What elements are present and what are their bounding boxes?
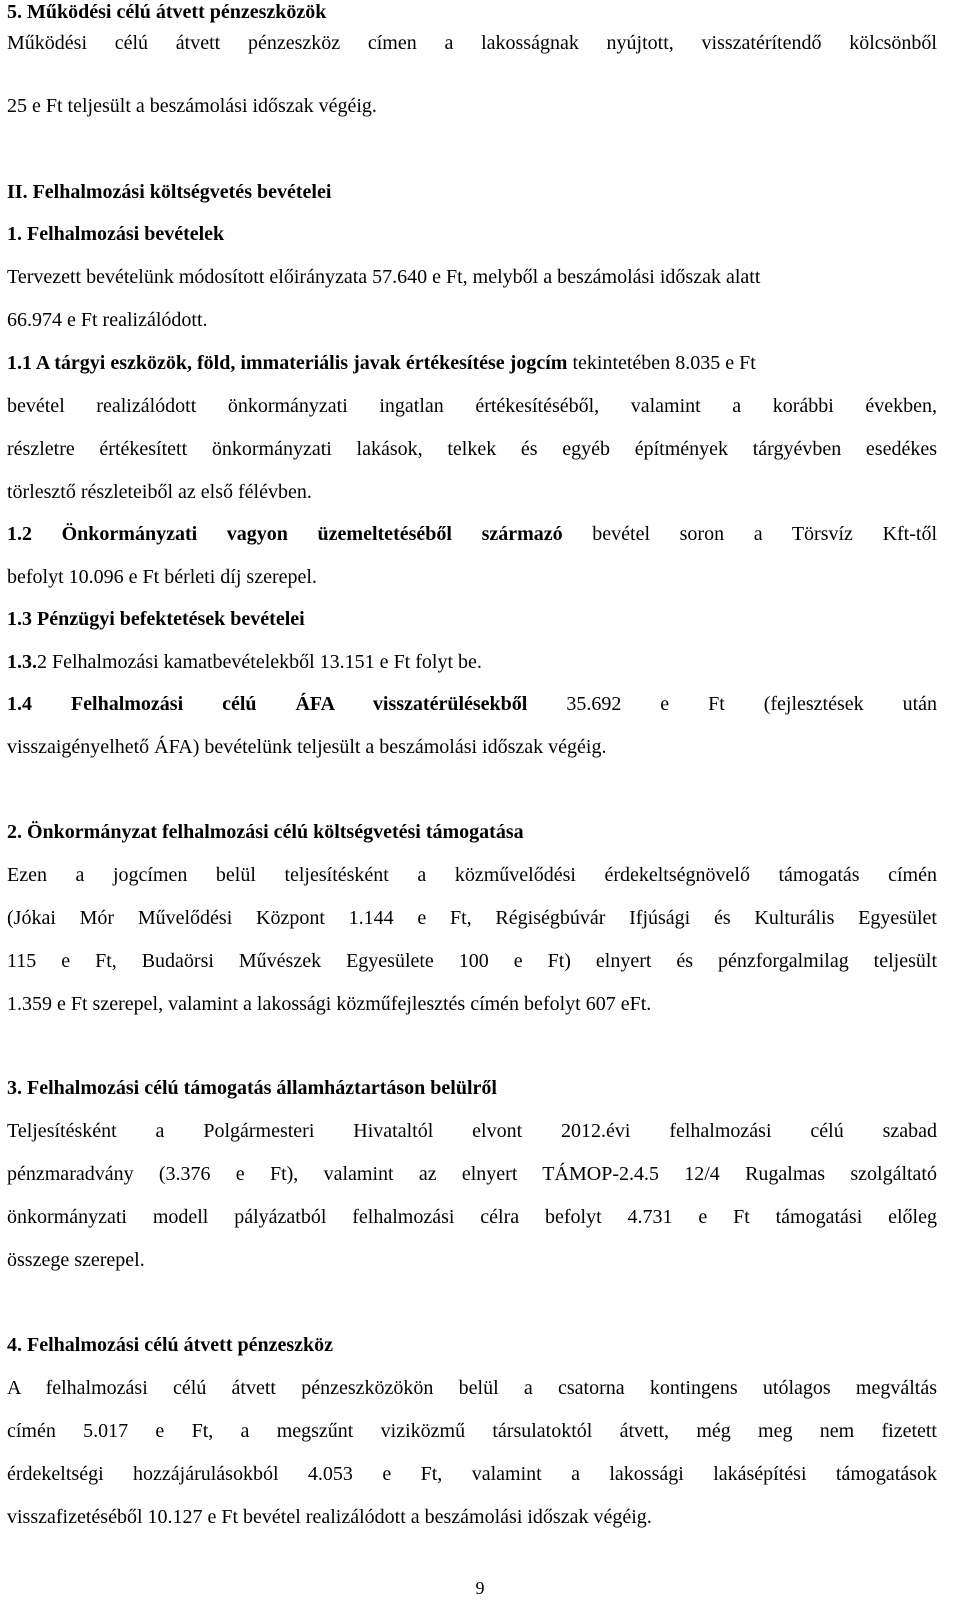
item-text: 2 Felhalmozási kamatbevételekből 13.151 e Ft folyt be. <box>37 651 482 673</box>
paragraph-line: Ezen a jogcímen belül teljesítésként a közművelődési érdekeltségnövelő támogatás címén <box>7 864 937 886</box>
item-text: tekintetében 8.035 e Ft <box>572 352 756 374</box>
paragraph-line <box>7 650 937 674</box>
item-title: 1.3 Pénzügyi befektetések bevételei <box>7 608 305 630</box>
section-heading: II. Felhalmozási költségvetés bevételei <box>7 181 332 203</box>
paragraph-line: Működési célú átvett pénzeszköz címen a lakosságnak nyújtott, visszatérítendő kölcsönből <box>7 32 937 54</box>
item-title: 1.2 Önkormányzati vagyon üzemeltetéséből származó <box>7 523 563 545</box>
paragraph-line <box>7 522 937 546</box>
paragraph-line: bevétel realizálódott önkormányzati ingatlan értékesítéséből, valamint a korábbi években, <box>7 395 937 417</box>
paragraph-line: 115 e Ft, Budaörsi Művészek Egyesülete 100 e Ft) elnyert és pénzforgalmilag teljesült <box>7 950 937 972</box>
item-text: 35.692 e Ft (fejlesztések után <box>566 693 938 715</box>
subsection-heading: 1. Felhalmozási bevételek <box>7 223 225 245</box>
paragraph-line: visszaigényelhető ÁFA) bevételünk teljesült a beszámolási időszak végéig. <box>7 736 607 758</box>
item-number: 1. <box>7 352 22 374</box>
section-heading: 5. Működési célú átvett pénzeszközök <box>7 1 327 23</box>
paragraph-line <box>7 351 937 375</box>
paragraph-line: 66.974 e Ft realizálódott. <box>7 309 208 331</box>
paragraph-line: címén 5.017 e Ft, a megszűnt viziközmű társulatoktól átvett, még meg nem fizetett <box>7 1420 937 1442</box>
item-text: bevétel soron a Törsvíz Kft-től <box>592 523 937 545</box>
item-number: 1.3. <box>7 651 37 673</box>
paragraph-line: visszafizetéséből 10.127 e Ft bevétel realizálódott a beszámolási időszak végéig. <box>7 1506 652 1528</box>
paragraph-line: 1.359 e Ft szerepel, valamint a lakossági közműfejlesztés címén befolyt 607 eFt. <box>7 993 652 1015</box>
section-heading: 4. Felhalmozási célú átvett pénzeszköz <box>7 1334 334 1356</box>
paragraph-line: Tervezett bevételünk módosított előirányzata 57.640 e Ft, melyből a beszámolási időszak alatt <box>7 266 761 288</box>
paragraph-line: érdekeltségi hozzájárulásokból 4.053 e Ft, valamint a lakossági lakásépítési támogatások <box>7 1463 937 1485</box>
paragraph-line: A felhalmozási célú átvett pénzeszközökön belül a csatorna kontingens utólagos megváltás <box>7 1377 937 1399</box>
paragraph-line: Teljesítésként a Polgármesteri Hivataltól elvont 2012.évi felhalmozási célú szabad <box>7 1120 937 1142</box>
paragraph-line: 25 e Ft teljesült a beszámolási időszak végéig. <box>7 95 377 117</box>
paragraph-line <box>7 692 937 716</box>
section-heading: 2. Önkormányzat felhalmozási célú költségvetési támogatása <box>7 821 524 843</box>
item-title: 1 A tárgyi eszközök, föld, immateriális javak értékesítése jogcím <box>22 352 568 374</box>
paragraph-line: összege szerepel. <box>7 1249 145 1271</box>
section-heading: 3. Felhalmozási célú támogatás államháztartáson belülről <box>7 1077 497 1099</box>
paragraph-line: részletre értékesített önkormányzati lakások, telkek és egyéb építmények tárgyévben esedékes <box>7 438 937 460</box>
page-number: 9 <box>475 1578 485 1598</box>
item-title: 1.4 Felhalmozási célú ÁFA visszatérülésekből <box>7 693 528 715</box>
paragraph-line: befolyt 10.096 e Ft bérleti díj szerepel. <box>7 566 317 588</box>
paragraph-line: önkormányzati modell pályázatból felhalmozási célra befolyt 4.731 e Ft támogatási előleg <box>7 1206 937 1228</box>
paragraph-line: (Jókai Mór Művelődési Központ 1.144 e Ft, Régiségbúvár Ifjúsági és Kulturális Egyesület <box>7 907 937 929</box>
paragraph-line: pénzmaradvány (3.376 e Ft), valamint az elnyert TÁMOP-2.4.5 12/4 Rugalmas szolgáltató <box>7 1163 937 1185</box>
paragraph-line: törlesztő részleteiből az első félévben. <box>7 481 312 503</box>
